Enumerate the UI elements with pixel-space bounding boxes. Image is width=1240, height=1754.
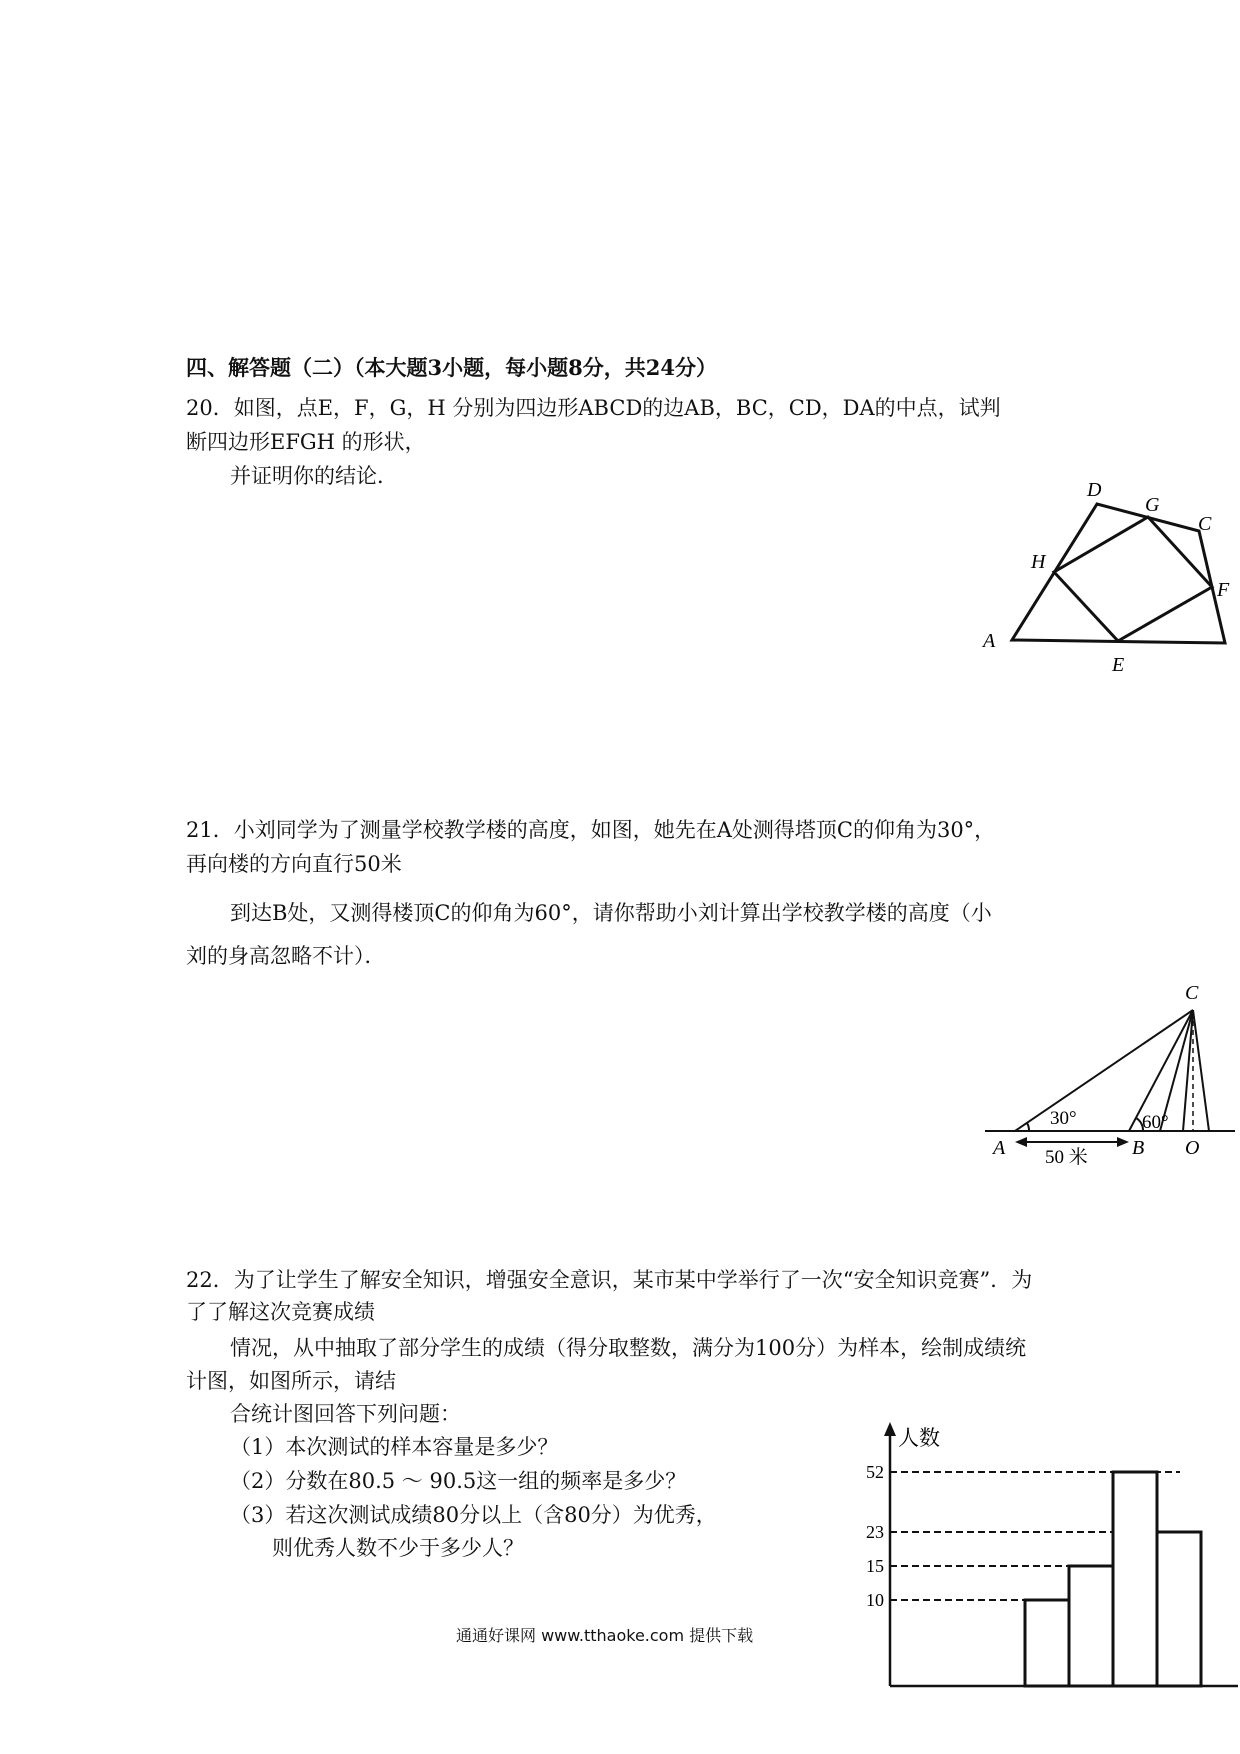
label-c: C — [1198, 513, 1212, 535]
y-tick-label: 23 — [866, 1522, 884, 1542]
q22-sub3: （3）若这次测试成绩80分以上（含80分）为优秀， — [230, 1503, 717, 1527]
q20-line1: 20．如图，点E，F，G，H 分别为四边形ABCD的边AB，BC，CD，DA的中点，试判 — [186, 396, 1001, 420]
q22-line4: 计图，如图所示，请结 — [186, 1369, 396, 1393]
q22-line3: 情况，从中抽取了部分学生的成绩（得分取整数，满分为100分）为样本，绘制成绩统 — [230, 1336, 1027, 1360]
angle-arc-a — [1027, 1123, 1029, 1131]
q21-figure-elevation — [985, 982, 1237, 1170]
label-o: O — [1185, 1137, 1200, 1159]
q22-line2: 了了解这次竞赛成绩 — [186, 1300, 375, 1324]
label-g: G — [1145, 494, 1160, 516]
q20-figure-quadrilateral — [975, 475, 1237, 685]
distance-label: 50 米 — [1045, 1147, 1088, 1168]
y-tick-label: 15 — [866, 1556, 884, 1576]
label-a: A — [983, 630, 996, 652]
arrow-right — [1117, 1137, 1129, 1147]
label-e: E — [1112, 654, 1125, 676]
angle-b-label: 60° — [1142, 1112, 1169, 1133]
arrow-left — [1015, 1137, 1027, 1147]
q22-line5: 合统计图回答下列问题： — [230, 1402, 461, 1426]
quad-abcd — [1012, 504, 1225, 643]
label-c: C — [1185, 982, 1199, 1004]
label-a: A — [993, 1137, 1006, 1159]
q20-line3: 并证明你的结论． — [230, 464, 398, 488]
q22-sub3b: 则优秀人数不少于多少人？ — [272, 1536, 524, 1560]
footer-source: 通通好课网 www.tthaoke.com 提供下载 — [456, 1626, 754, 1645]
histogram-bar — [1157, 1532, 1201, 1686]
histogram-bar — [1025, 1600, 1069, 1686]
y-axis-label: 人数 — [898, 1426, 940, 1450]
label-b: B — [1132, 1137, 1145, 1159]
q22-line1: 22．为了让学生了解安全知识，增强安全意识，某市某中学举行了一次“安全知识竞赛”．为 — [186, 1268, 1033, 1292]
q21-line2: 再向楼的方向直行50米 — [186, 852, 402, 876]
q21-line4: 刘的身高忽略不计）． — [186, 944, 386, 968]
label-d: D — [1087, 479, 1102, 501]
q20-line2: 断四边形EFGH 的形状， — [186, 430, 426, 454]
histogram-bar — [1069, 1566, 1113, 1686]
histogram-bar — [1113, 1472, 1157, 1686]
y-tick-label: 10 — [866, 1590, 884, 1610]
q22-histogram — [850, 1420, 1240, 1690]
q22-sub1: （1）本次测试的样本容量是多少？ — [230, 1435, 559, 1459]
building-edge-3 — [1193, 1010, 1209, 1131]
y-axis-arrow — [884, 1422, 896, 1436]
label-h: H — [1031, 551, 1046, 573]
angle-a-label: 30° — [1050, 1108, 1077, 1129]
chart-layer — [866, 1462, 1201, 1686]
q21-line1: 21．小刘同学为了测量学校教学楼的高度，如图，她先在A处测得塔顶C的仰角为30°， — [186, 818, 996, 842]
label-f: F — [1217, 579, 1230, 601]
q21-line3: 到达B处，又测得楼顶C的仰角为60°，请你帮助小刘计算出学校教学楼的高度（小 — [230, 901, 992, 925]
y-tick-label: 52 — [866, 1462, 884, 1482]
section-heading: 四、解答题（二）（本大题3小题，每小题8分，共24分） — [186, 355, 717, 380]
q22-sub2: （2）分数在80.5 ～ 90.5这一组的频率是多少？ — [230, 1469, 687, 1493]
